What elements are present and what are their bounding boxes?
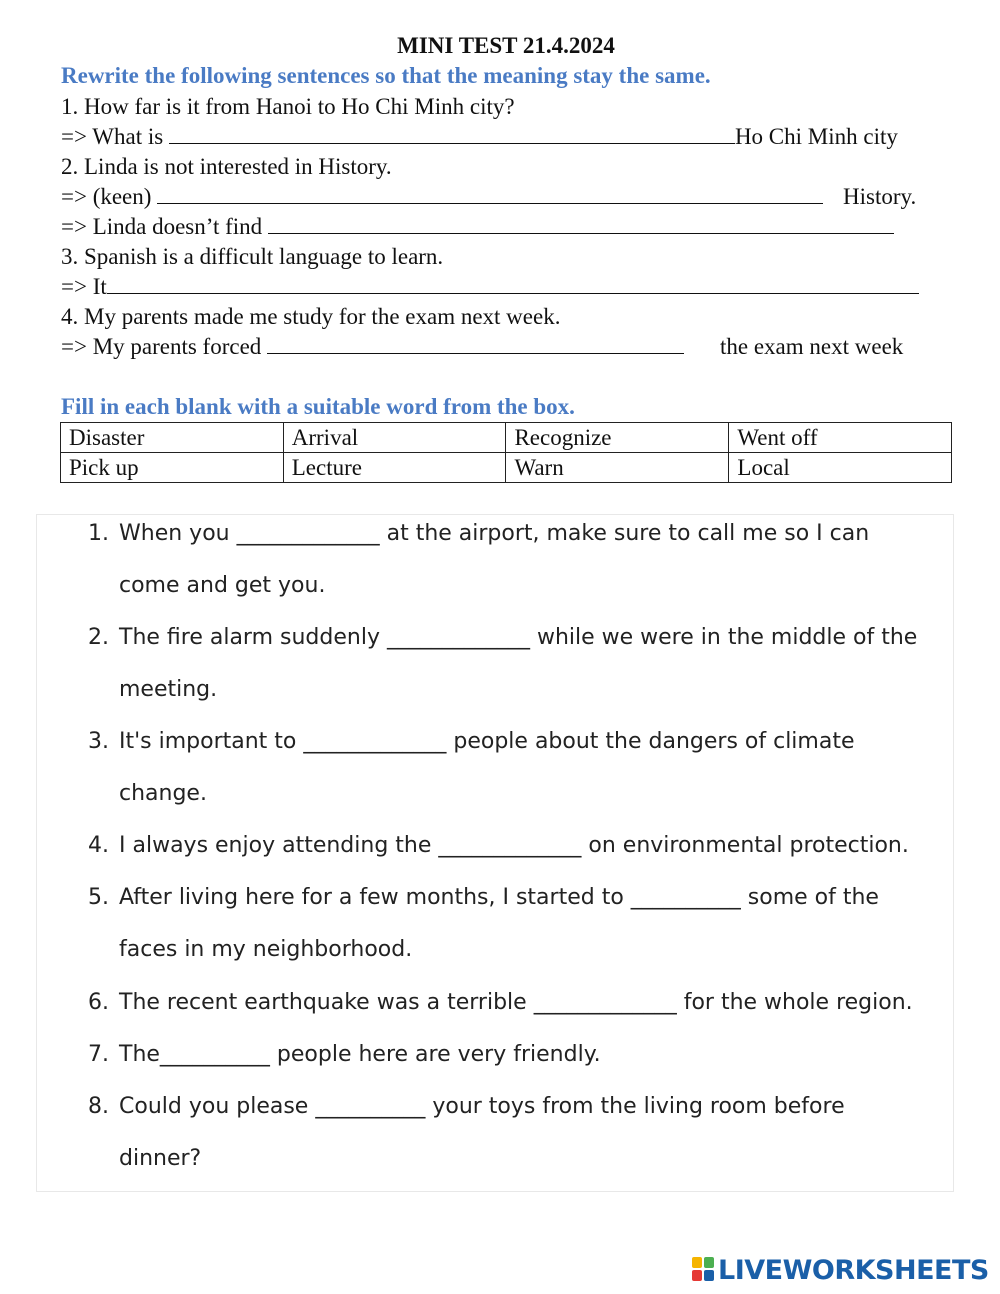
logo-square-icon	[692, 1257, 702, 1268]
question-number: 4.	[88, 833, 109, 858]
rewrite-q2a-tail: History.	[843, 184, 917, 209]
logo-square-icon	[704, 1270, 714, 1281]
question-number: 5.	[88, 885, 109, 910]
question-continuation: change.	[119, 781, 207, 806]
logo-square-icon	[692, 1270, 702, 1281]
question-8	[119, 1081, 845, 1133]
rewrite-q3-lead: => It	[61, 274, 107, 299]
word-box-cell: Arrival	[283, 423, 506, 453]
question-7	[119, 1029, 601, 1081]
logo-square-icon	[704, 1257, 714, 1268]
question-text: while we were in the middle of the	[529, 625, 918, 650]
rewrite-q2a-blank[interactable]	[157, 185, 823, 204]
answer-blank[interactable]: __________	[315, 1094, 426, 1119]
answer-blank[interactable]: _____________	[533, 990, 677, 1015]
rewrite-q3-blank[interactable]	[107, 275, 919, 294]
rewrite-q4-answer-line	[61, 334, 684, 360]
rewrite-q2-answer-line-b	[61, 214, 894, 240]
question-continuation: faces in my neighborhood.	[119, 937, 413, 962]
rewrite-q3-prompt: 3. Spanish is a difficult language to learn.	[61, 244, 444, 269]
rewrite-q1-tail: Ho Chi Minh city	[734, 124, 898, 149]
question-number: 3.	[88, 729, 109, 754]
logo-mark-icon	[692, 1257, 716, 1283]
question-6	[119, 977, 913, 1029]
word-box-cell: Lecture	[283, 453, 506, 483]
question-number: 2.	[88, 625, 109, 650]
question-text: The fire alarm suddenly	[119, 625, 387, 650]
rewrite-q1-answer-line	[61, 124, 898, 150]
rewrite-q1-lead: => What is	[61, 124, 169, 149]
answer-blank[interactable]: __________	[630, 885, 741, 910]
question-2	[119, 612, 917, 664]
question-5	[119, 872, 879, 924]
rewrite-q4-lead: => My parents forced	[61, 334, 268, 359]
question-text: people here are very friendly.	[269, 1042, 601, 1067]
word-box-cell: Recognize	[506, 423, 729, 453]
question-continuation: dinner?	[119, 1146, 202, 1171]
word-box-cell: Disaster	[61, 423, 284, 453]
word-box-cell: Warn	[506, 453, 729, 483]
page-title: MINI TEST 21.4.2024	[397, 33, 615, 58]
question-text: some of the	[740, 885, 879, 910]
question-4	[119, 820, 909, 872]
rewrite-q1-blank[interactable]	[169, 125, 735, 144]
rewrite-q1-prompt: 1. How far is it from Hanoi to Ho Chi Minh city?	[61, 94, 515, 119]
question-text: people about the dangers of climate	[446, 729, 855, 754]
answer-blank[interactable]: _____________	[303, 729, 447, 754]
liveworksheets-logo	[692, 1254, 989, 1286]
question-text: The recent earthquake was a terrible	[119, 990, 534, 1015]
question-text: It's important to	[119, 729, 304, 754]
rewrite-q4-prompt: 4. My parents made me study for the exam next week.	[61, 304, 561, 329]
word-box-cell: Pick up	[61, 453, 284, 483]
question-text: for the whole region.	[676, 990, 913, 1015]
question-text: When you	[119, 521, 237, 546]
answer-blank[interactable]: __________	[159, 1042, 270, 1067]
logo-text: LIVEWORKSHEETS	[718, 1254, 989, 1286]
rewrite-q4-blank[interactable]	[267, 335, 684, 354]
rewrite-q2-prompt: 2. Linda is not interested in History.	[61, 154, 392, 179]
answer-blank[interactable]: _____________	[438, 833, 582, 858]
question-text: your toys from the living room before	[425, 1094, 845, 1119]
question-text: The	[119, 1042, 160, 1067]
question-text: I always enjoy attending the	[119, 833, 439, 858]
question-text: After living here for a few months, I started to	[119, 885, 631, 910]
question-number: 7.	[88, 1042, 109, 1067]
rewrite-q2b-blank[interactable]	[268, 215, 894, 234]
section-fill-heading: Fill in each blank with a suitable word from the box.	[61, 394, 575, 419]
rewrite-q2-answer-line-a	[61, 184, 823, 210]
rewrite-q4-tail: the exam next week	[720, 334, 904, 359]
answer-blank[interactable]: _____________	[236, 521, 380, 546]
question-text: on environmental protection.	[581, 833, 909, 858]
question-number: 1.	[88, 521, 109, 546]
word-box-row	[61, 423, 952, 453]
question-number: 6.	[88, 990, 109, 1015]
question-continuation: meeting.	[119, 677, 218, 702]
question-continuation: come and get you.	[119, 573, 326, 598]
question-text: Could you please	[119, 1094, 316, 1119]
word-box-cell: Went off	[729, 423, 952, 453]
word-box-cell: Local	[729, 453, 952, 483]
word-box-row	[61, 453, 952, 483]
rewrite-q3-answer-line	[61, 274, 919, 300]
question-number: 8.	[88, 1094, 109, 1119]
question-text: at the airport, make sure to call me so I can	[379, 521, 870, 546]
word-box	[60, 422, 952, 483]
question-3	[119, 716, 855, 768]
answer-blank[interactable]: _____________	[386, 625, 530, 650]
rewrite-q2a-lead: => (keen)	[61, 184, 158, 209]
section-rewrite-heading: Rewrite the following sentences so that the meaning stay the same.	[61, 63, 711, 88]
rewrite-q2b-lead: => Linda doesn’t find	[61, 214, 268, 239]
question-1	[119, 508, 869, 560]
